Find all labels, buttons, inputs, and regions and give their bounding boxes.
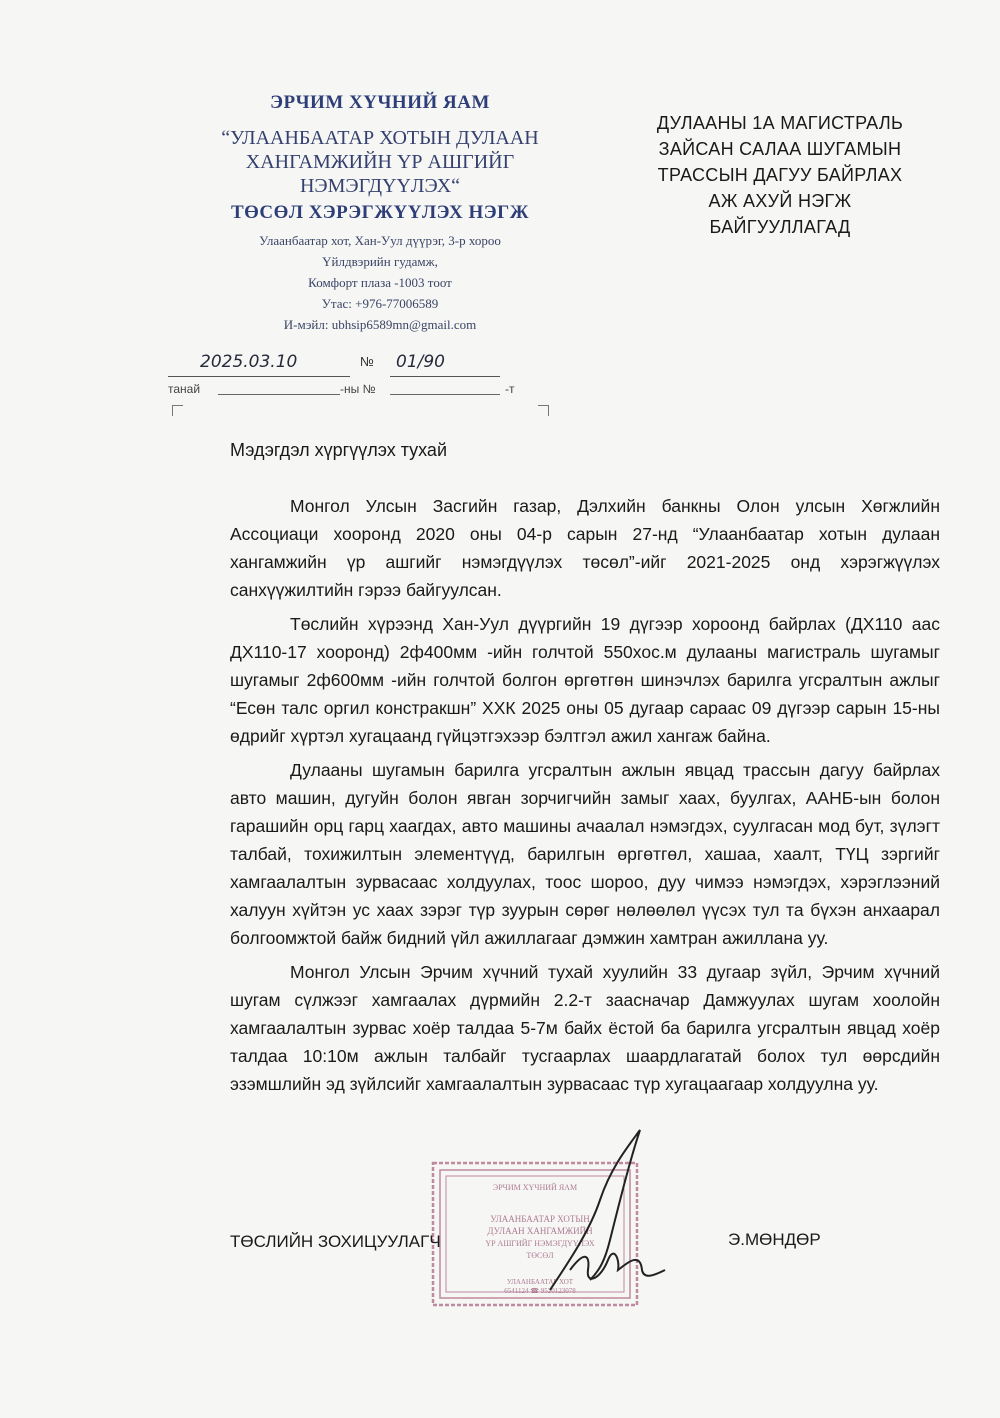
ny-no-underline bbox=[390, 394, 500, 395]
tanai-underline bbox=[218, 394, 340, 395]
implementation-unit: ТӨСӨЛ ХЭРЭГЖҮҮЛЭХ НЭГЖ bbox=[230, 202, 530, 223]
signatory-title: ТӨСЛИЙН ЗОХИЦУУЛАГЧ bbox=[230, 1232, 441, 1251]
stamp-bottom1: УЛААНБААТАР ХОТ bbox=[506, 1278, 574, 1286]
recipient-line3: ТРАССЫН ДАГУУ БАЙРЛАХ bbox=[657, 165, 903, 185]
signatory-name: Э.МӨНДӨР bbox=[728, 1230, 821, 1249]
recipient-line5: БАЙГУУЛЛАГАД bbox=[709, 217, 851, 237]
address-line3: Комфорт плаза -1003 тоот bbox=[308, 275, 452, 290]
email: И-мэйл: ubhsip6589mn@gmail.com bbox=[283, 317, 477, 332]
stamp-mid4: ТӨСӨЛ bbox=[526, 1251, 554, 1260]
tanai-label: танай bbox=[168, 382, 201, 396]
paragraph-1: Монгол Улсын Засгийн газар, Дэлхийн банкны Олон улсын Хөгжлийн Ассоциаци хооронд 2020 оны 04-р сарын 27-нд “Улаанбаатар хотын дулаан хангамжийн үр ашгийг нэмэгдүүлэх төсөл”-ийг 2021-2025 онд хэрэгжүүлэх санхүүжилтийн гэрээ байгуулсан. bbox=[230, 496, 940, 600]
t-suffix: -т bbox=[505, 382, 515, 396]
recipient-line2: ЗАЙСАН САЛАА ШУГАМЫН bbox=[658, 139, 902, 159]
subject-line: Мэдэгдэл хүргүүлэх тухай bbox=[230, 440, 448, 460]
number-underline bbox=[390, 376, 500, 377]
number-label: № bbox=[360, 354, 374, 369]
paragraph-2: Төслийн хүрээнд Хан-Уул дүүргийн 19 дүгээр хороонд байрлах (ДХ110 аас ДХ110-17 хооронд) 2ф400мм -ийн голчтой 550хос.м дулааны магистраль шугамыг шугамыг 2ф600мм -ийн голчтой болгон өргөтгөн шинэчлэх барилга угсралтын ажлыг “Есөн талс оргил констракшн” ХХК 2025 оны 05 дугаар сараас 09 дүгээр сарын 15-ны өдрийг хүртэл хугацаанд гүйцэтгэхээр бэлтгэл ажил хангаж байна. bbox=[230, 614, 940, 746]
stamp-top: ЭРЧИМ ХҮЧНИЙ ЯАМ bbox=[492, 1183, 578, 1192]
stamp-mid3: ҮР АШГИЙГ НЭМЭГДҮҮЛЭХ bbox=[485, 1239, 595, 1248]
letterhead bbox=[170, 92, 590, 335]
date-underline bbox=[168, 376, 350, 377]
phone: Утас: +976-77006589 bbox=[321, 296, 439, 311]
address-block bbox=[170, 230, 590, 335]
recipient-block bbox=[630, 110, 930, 240]
recipient-line4: АЖ АХУЙ НЭГЖ bbox=[708, 191, 852, 211]
ny-no-label: -ны № bbox=[340, 382, 376, 396]
project-name-line2: ХАНГАМЖИЙН ҮР АШГИЙГ bbox=[245, 151, 515, 173]
stamp-bottom2: 6541124 ☎ 9520123078 bbox=[504, 1287, 576, 1295]
subject-corner-left bbox=[172, 405, 183, 416]
project-name-line1: “УЛААНБААТАР ХОТЫН ДУЛААН bbox=[221, 127, 539, 149]
letter-body bbox=[230, 492, 940, 1104]
address-line1: Улаанбаатар хот, Хан-Уул дүүрэг, 3-р хороо bbox=[259, 233, 501, 248]
reply-reference-line bbox=[168, 380, 548, 402]
paragraph-3: Дулааны шугамын барилга угсралтын ажлын явцад трассын дагуу байрлах авто машин, дугуйн болон явган зорчигчийн замыг хаах, буулгах, ААНБ-ын болон гарашийн орц гарц хаагдах, авто машины ачаалал нэмэгдэх, суулгасан мод бут, зүлэгт талбай, тохижилтын элементүүд, барилгын өргөтгөл, хашаа, хаалт, ТҮЦ зэргийг хамгаалалтын зурвасаас холдуулах, тоос шороо, дуу чимээ нэмэгдэх, хэрэглээний халуун хүйтэн ус хаах зэрэг түр зуурын сөрөг нөлөөлөл үүсэх тул та бүхэн анхаарал болгоомжтой байж бидний үйл ажиллагааг дэмжин хамтран ажиллана уу. bbox=[230, 760, 940, 948]
project-name-line3: НЭМЭГДҮҮЛЭХ“ bbox=[299, 175, 461, 197]
stamp-mid1: УЛААНБААТАР ХОТЫН bbox=[490, 1214, 590, 1224]
address-line2: Үйлдвэрийн гудамж, bbox=[322, 254, 438, 269]
letter-date: 2025.03.10 bbox=[200, 352, 298, 372]
ministry-name: ЭРЧИМ ХҮЧНИЙ ЯАМ bbox=[270, 92, 490, 113]
paragraph-4: Монгол Улсын Эрчим хүчний тухай хуулийн 33 дугаар зүйл, Эрчим хүчний шугам сүлжээг хамгаалах дүрмийн 2.2-т заасначар Дамжуулах шугам хоолойн хамгаалалтын зурвас хоёр талдаа 5-7м байх ёстой ба барилга угсралтын явцад хоёр талдаа 10:10м ажлын талбайг тусгаарлах шаардлагатай болох тул өөрсдийн эзэмшлийн эд зүйлсийг хамгаалалтын зурвасаас түр хугацаагаар холдуулна уу. bbox=[230, 962, 940, 1094]
recipient-line1: ДУЛААНЫ 1А МАГИСТРАЛЬ bbox=[656, 113, 904, 133]
subject-corner-right bbox=[538, 405, 549, 416]
handwritten-signature bbox=[530, 1120, 680, 1310]
letter-number: 01/90 bbox=[396, 352, 445, 372]
stamp-mid2: ДУЛААН ХАНГАМЖИЙН bbox=[487, 1226, 593, 1236]
reference-line bbox=[168, 352, 548, 382]
